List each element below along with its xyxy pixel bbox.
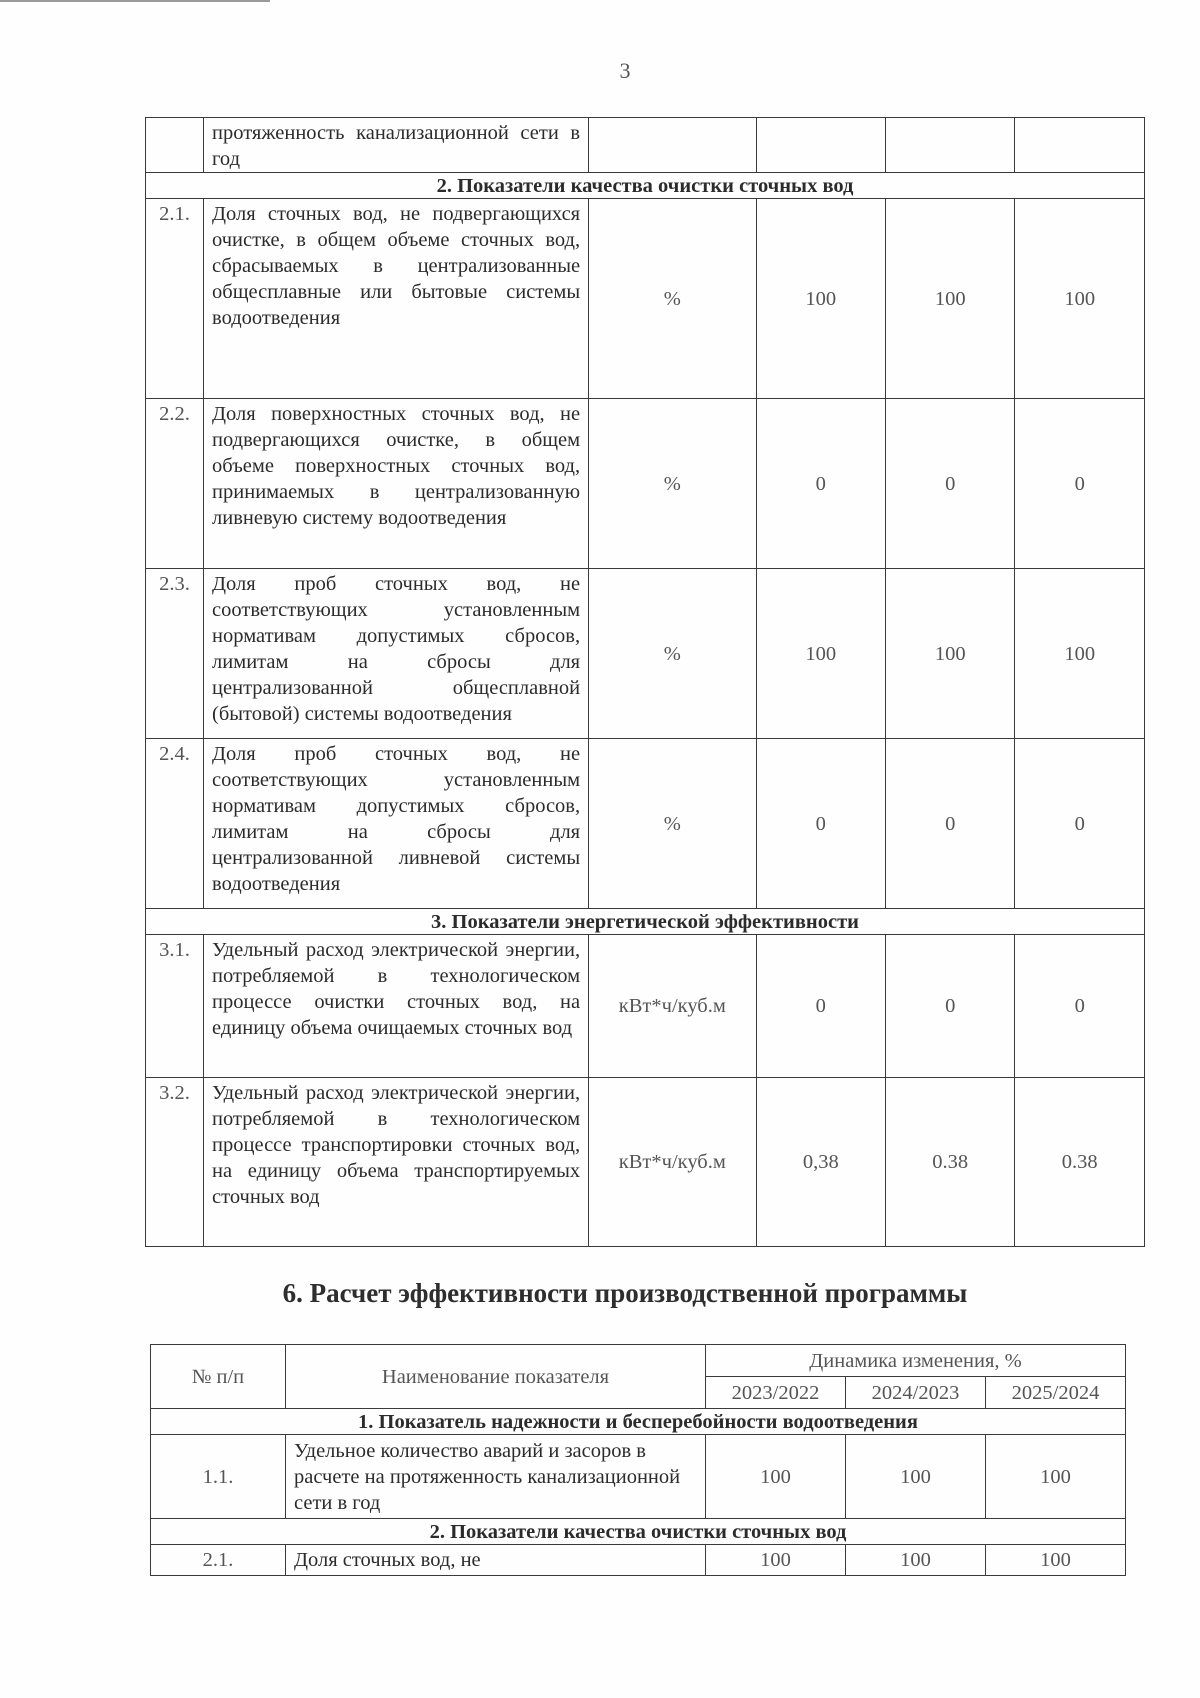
value-cell: 100	[986, 1435, 1126, 1519]
unit-cell: %	[589, 569, 756, 739]
section-title: 2. Показатели качества очистки сточных вод	[151, 1519, 1126, 1545]
table-row	[146, 739, 1145, 909]
section-heading: 6. Расчет эффективности производственной программы	[282, 1278, 968, 1308]
value-cell: 100	[706, 1545, 846, 1576]
value-cell	[886, 118, 1015, 173]
value-cell: 0	[886, 399, 1015, 569]
value-cell: 0,38	[756, 1078, 885, 1247]
value-cell: 100	[1015, 569, 1145, 739]
row-number-cell	[146, 118, 204, 173]
indicator-name-cell: Доля проб сточных вод, не соответствующих установленным нормативам допустимых сбросов, лимитам на сбросы для централизованной ливневой системы водоотведения	[204, 739, 589, 909]
value-cell: 100	[1015, 199, 1145, 399]
value-cell: 100	[756, 199, 885, 399]
value-cell: 100	[846, 1435, 986, 1519]
section-row	[146, 909, 1145, 935]
unit-cell	[589, 118, 756, 173]
indicator-name-cell: Удельный расход электрической энергии, потребляемой в технологическом процессе очистки сточных вод, на единицу объема очищаемых сточных вод	[204, 935, 589, 1078]
value-cell: 100	[986, 1545, 1126, 1576]
column-header-year: 2025/2024	[986, 1377, 1126, 1409]
section-row	[146, 173, 1145, 199]
section-row	[151, 1409, 1126, 1435]
unit-cell: %	[589, 399, 756, 569]
row-number-cell: 2.1.	[151, 1545, 286, 1576]
section-title: 3. Показатели энергетической эффективности	[146, 909, 1145, 935]
value-cell: 100	[846, 1545, 986, 1576]
table-row	[146, 118, 1145, 173]
value-cell	[756, 118, 885, 173]
section-title: 1. Показатель надежности и бесперебойности водоотведения	[151, 1409, 1126, 1435]
unit-cell: %	[589, 739, 756, 909]
value-cell	[1015, 118, 1145, 173]
indicator-name-cell: Удельное количество аварий и засоров в расчете на протяженность канализационной сети в год	[286, 1435, 706, 1519]
value-cell: 0.38	[886, 1078, 1015, 1247]
header-row	[151, 1345, 1126, 1377]
row-number-cell: 2.4.	[146, 739, 204, 909]
page-number: 3	[619, 58, 631, 83]
table-row	[151, 1435, 1126, 1519]
value-cell: 100	[756, 569, 885, 739]
scan-edge-line	[0, 0, 270, 2]
table-row	[146, 399, 1145, 569]
unit-cell: %	[589, 199, 756, 399]
indicator-name-cell: Доля поверхностных сточных вод, не подвергающихся очистке, в общем объеме поверхностных сточных вод, принимаемых в централизованную ливневую систему водоотведения	[204, 399, 589, 569]
column-header-year: 2023/2022	[706, 1377, 846, 1409]
value-cell: 0	[756, 399, 885, 569]
value-cell: 0	[886, 935, 1015, 1078]
section-title: 2. Показатели качества очистки сточных вод	[146, 173, 1145, 199]
row-number-cell: 2.1.	[146, 199, 204, 399]
value-cell: 0	[886, 739, 1015, 909]
value-cell: 0	[756, 739, 885, 909]
table-row	[146, 569, 1145, 739]
table-row	[146, 199, 1145, 399]
value-cell: 0	[756, 935, 885, 1078]
row-number-cell: 1.1.	[151, 1435, 286, 1519]
column-header-year: 2024/2023	[846, 1377, 986, 1409]
row-number-cell: 3.1.	[146, 935, 204, 1078]
table-row	[151, 1545, 1126, 1576]
value-cell: 0.38	[1015, 1078, 1145, 1247]
indicators-table	[145, 117, 1145, 1247]
column-header-name: Наименование показателя	[286, 1345, 706, 1409]
unit-cell: кВт*ч/куб.м	[589, 935, 756, 1078]
indicator-name-cell: Доля сточных вод, не подвергающихся очистке, в общем объеме сточных вод, сбрасываемых в централизованные общесплавные или бытовые системы водоотведения	[204, 199, 589, 399]
value-cell: 100	[886, 569, 1015, 739]
column-header-dynamics: Динамика изменения, %	[706, 1345, 1126, 1377]
value-cell: 0	[1015, 935, 1145, 1078]
value-cell: 100	[886, 199, 1015, 399]
indicator-name-cell: Удельный расход электрической энергии, потребляемой в технологическом процессе транспортировки сточных вод, на единицу объема транспортируемых сточных вод	[204, 1078, 589, 1247]
row-number-cell: 2.3.	[146, 569, 204, 739]
unit-cell: кВт*ч/куб.м	[589, 1078, 756, 1247]
indicator-name-cell: протяженность канализационной сети в год	[204, 118, 589, 173]
indicator-name-cell: Доля сточных вод, не	[286, 1545, 706, 1576]
value-cell: 100	[706, 1435, 846, 1519]
value-cell: 0	[1015, 739, 1145, 909]
column-header-number: № п/п	[151, 1345, 286, 1409]
section-row	[151, 1519, 1126, 1545]
table-row	[146, 935, 1145, 1078]
row-number-cell: 3.2.	[146, 1078, 204, 1247]
table-row	[146, 1078, 1145, 1247]
efficiency-table	[150, 1344, 1126, 1576]
indicator-name-cell: Доля проб сточных вод, не соответствующих установленным нормативам допустимых сбросов, лимитам на сбросы для централизованной общесплавной (бытовой) системы водоотведения	[204, 569, 589, 739]
value-cell: 0	[1015, 399, 1145, 569]
row-number-cell: 2.2.	[146, 399, 204, 569]
